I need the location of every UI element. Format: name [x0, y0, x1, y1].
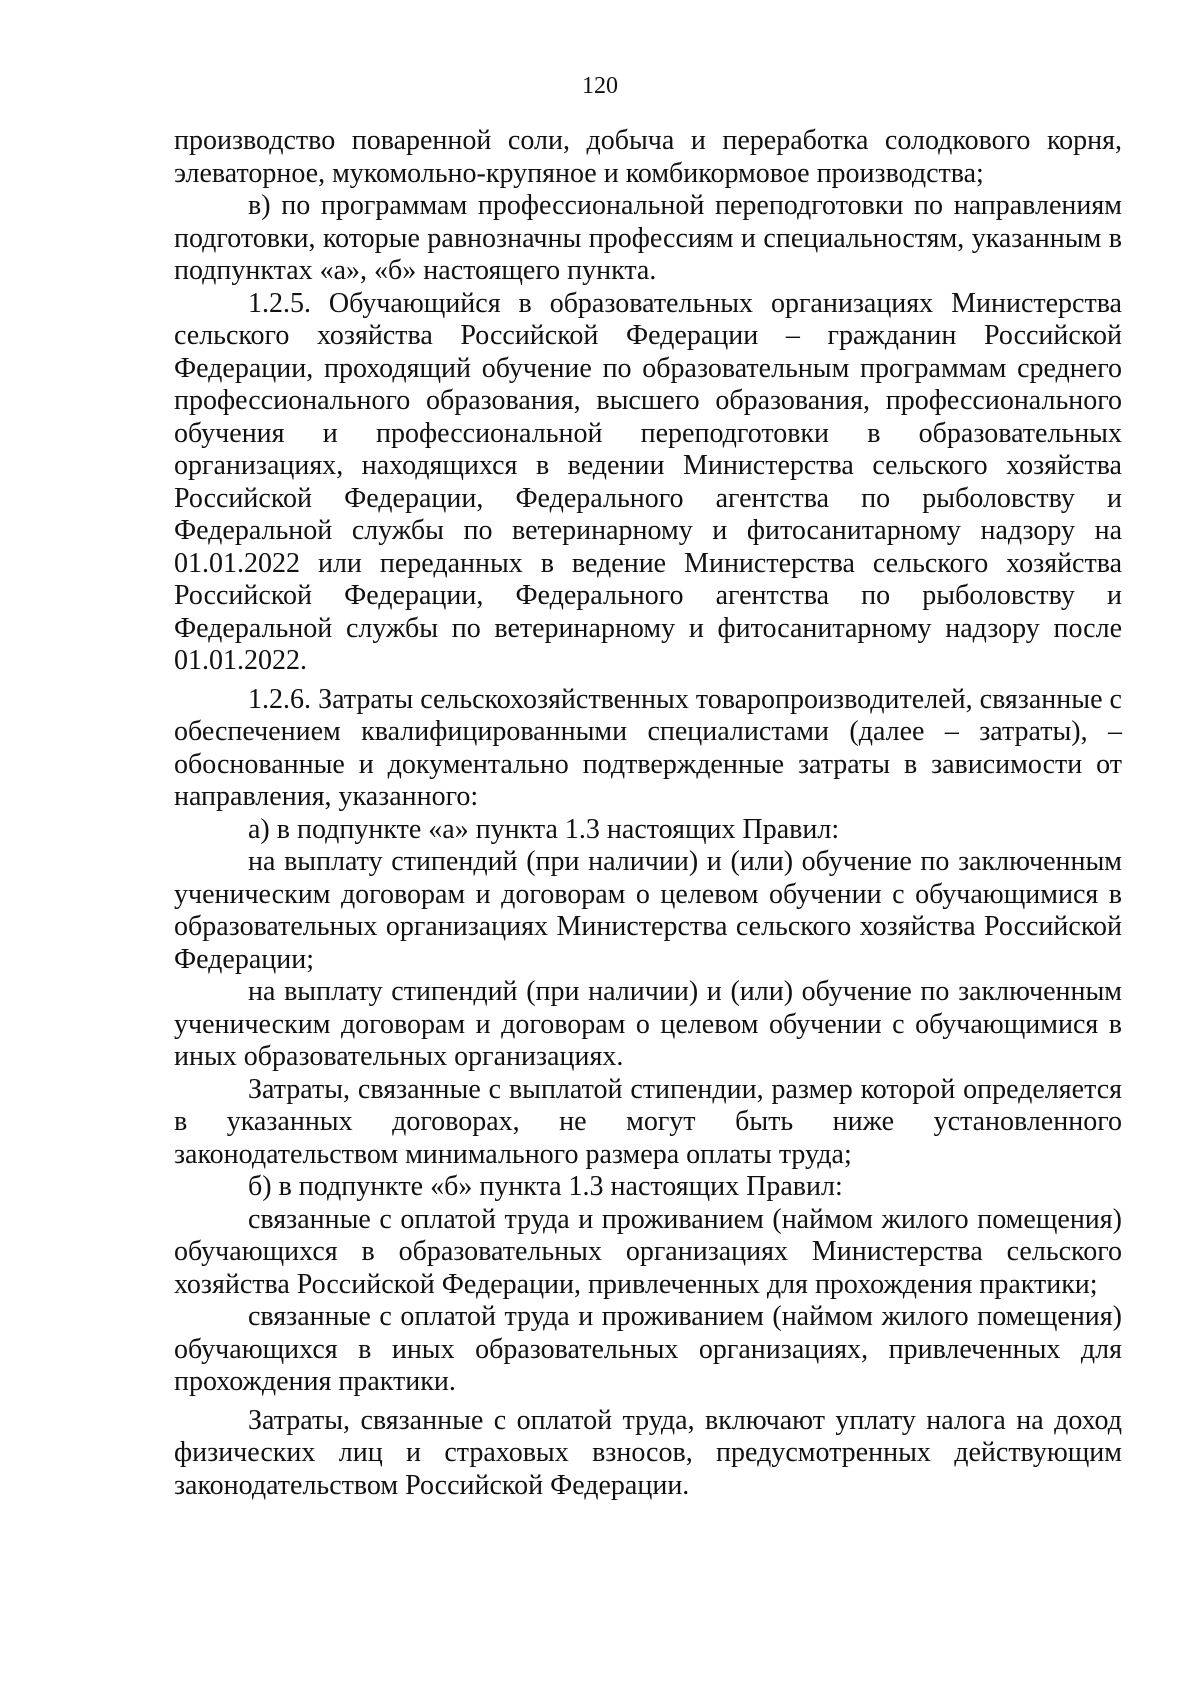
document-body — [174, 125, 1122, 1502]
paragraph-item-v: в) по программам профессиональной переподготовки по направлениям подготовки, которые равнозначны профессиям и специальностям, указанным в подпунктах «а», «б» настоящего пункта. — [174, 190, 1122, 286]
page-number: 120 — [582, 73, 618, 99]
paragraph-practice-ministry: связанные с оплатой труда и проживанием (наймом жилого помещения) обучающихся в образовательных организациях Министерства сельского хозяйства Российской Федерации, привлеченных для прохождения практики; — [174, 1203, 1122, 1300]
paragraph-1-2-6: 1.2.6. Затраты сельскохозяйственных товаропроизводителей, связанные с обеспечением квалифицированными специалистами (далее – затраты), – обоснованные и документально подтвержденные затраты в зависимости от направления, указанного: — [174, 683, 1122, 812]
paragraph-1-2-5: 1.2.5. Обучающийся в образовательных организациях Министерства сельского хозяйства Российской Федерации – гражданин Российской Федерации, проходящий обучение по образовательным программам среднего профессионального образования, высшего образования, профессионального обучения и профессиональной переподготовки в образовательных организациях, находящихся в ведении Министерства сельского хозяйства Российской Федерации, Федерального агентства по рыболовству и Федеральной службы по ветеринарному и фитосанитарному надзору на 01.01.2022 или переданных в ведение Министерства сельского хозяйства Российской Федерации, Федерального агентства по рыболовству и Федеральной службы по ветеринарному и фитосанитарному надзору после 01.01.2022. — [174, 287, 1122, 676]
paragraph-taxes: Затраты, связанные с оплатой труда, включают уплату налога на доход физических лиц и страховых взносов, предусмотренных действующим законодательством Российской Федерации. — [174, 1404, 1122, 1501]
paragraph-stipend-ministry: на выплату стипендий (при наличии) и (или) обучение по заключенным ученическим договорам и договорам о целевом обучении с обучающимися в образовательных организациях Министерства сельского хозяйства Российской Федерации; — [174, 846, 1122, 975]
paragraph-continuation: производство поваренной соли, добыча и переработка солодкового корня, элеваторное, мукомольно-крупяное и комбикормовое производства; — [174, 125, 1122, 189]
paragraph-stipend-minimum: Затраты, связанные с выплатой стипендии, размер которой определяется в указанных договорах, не могут быть ниже установленного законодательством минимального размера оплаты труда; — [174, 1073, 1122, 1170]
paragraph-practice-other: связанные с оплатой труда и проживанием (наймом жилого помещения) обучающихся в иных образовательных организациях, привлеченных для прохождения практики. — [174, 1301, 1122, 1397]
paragraph-stipend-other: на выплату стипендий (при наличии) и (или) обучение по заключенным ученическим договорам и договорам о целевом обучении с обучающимися в иных образовательных организациях. — [174, 976, 1122, 1072]
paragraph-item-b: б) в подпункте «б» пункта 1.3 настоящих Правил: — [248, 1171, 843, 1202]
paragraph-item-a: а) в подпункте «а» пункта 1.3 настоящих Правил: — [248, 813, 840, 845]
